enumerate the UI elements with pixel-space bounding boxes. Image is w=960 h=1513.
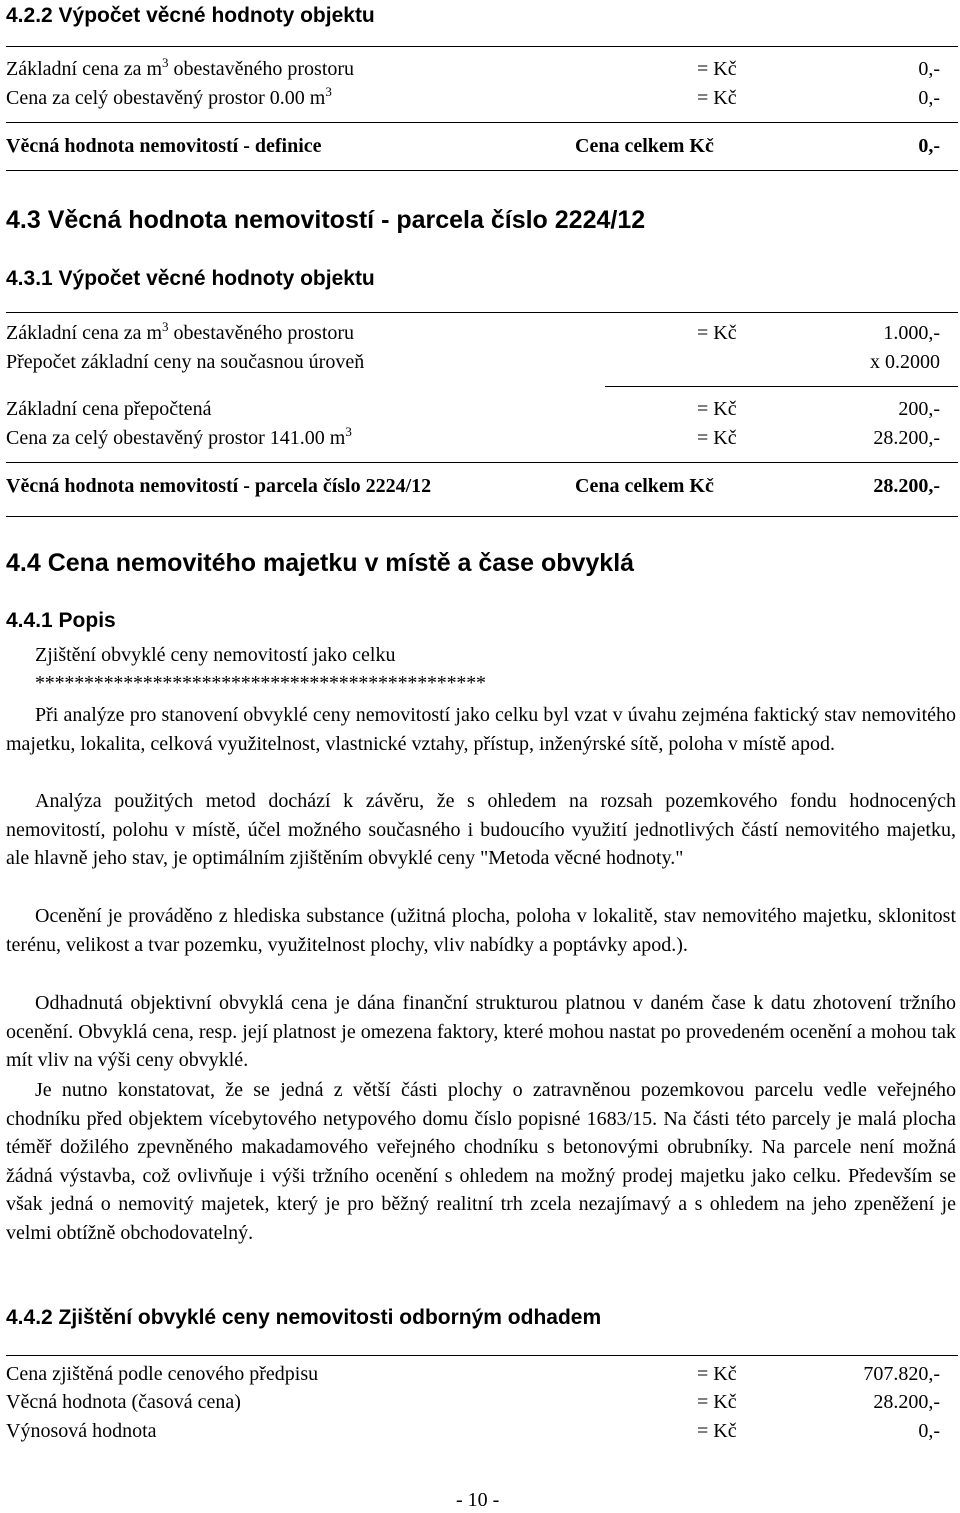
row-eq: = Kč <box>697 398 737 420</box>
row-label: Cena za celý obestavěný prostor 141.00 $m^3$ <box>6 424 352 449</box>
paragraph: Je nutno konstatovat, že se jedná z větší části plochy o zatravněnou pozemkovou parcelu vedle veřejného chodníku před objektem vícebytového netypového domu číslo popisné 1683/15. Na části této parcely je malá plocha téměř dožilého zpevněného makadamového veřejného chodníku s betonovými obrubníky. Na parcele není možná žádná výstavba, což ovlivňuje i výši tržního ocenění s ohledem na možný prodej majetku jako celku. Především se však jedná o nemovitý majetek, který je pro běžný realitní trh zcela nezajímavý a s ohledem na jeho zpeněžení je velmi obtížně obchodovatelný. <box>6 1079 956 1244</box>
divider <box>6 516 958 517</box>
row-eq: = Kč <box>697 1363 737 1385</box>
total-value: 28.200,- <box>873 475 940 497</box>
row-eq: = Kč <box>697 58 737 80</box>
total-value: 0,- <box>918 135 940 157</box>
row-label: Věcná hodnota (časová cena) <box>6 1391 241 1413</box>
row-label: Základní cena za $m^3$ obestavěného prostoru <box>6 319 355 344</box>
row-value: 28.200,- <box>873 427 940 449</box>
row-label: Výnosová hodnota <box>6 1420 157 1442</box>
stars-separator: ********************************************** <box>35 672 486 694</box>
divider <box>6 170 958 171</box>
section-heading-4-4: 4.4 Cena nemovitého majetku v místě a čase obvyklá <box>6 549 635 577</box>
paragraph: Při analýze pro stanovení obvyklé ceny nemovitostí jako celku byl vzat v úvahu zejména faktický stav nemovitého majetku, lokalita, celková využitelnost, vlastnické vztahy, přístup, inženýrské sítě, poloha v místě apod. <box>6 704 956 755</box>
total-label: Věcná hodnota nemovitostí - parcela číslo 2224/12 <box>6 475 432 497</box>
row-label: Přepočet základní ceny na současnou úroveň <box>6 351 365 373</box>
page-number: - 10 - <box>456 1489 500 1511</box>
total-label: Věcná hodnota nemovitostí - definice <box>6 135 322 157</box>
row-value: 0,- <box>918 87 940 109</box>
paragraph: Analýza použitých metod dochází k závěru, že s ohledem na rozsah pozemkového fondu hodnocených nemovitostí, polohu v místě, účel možného současného i budoucího využití jednotlivých částí nemovitého majetku, ale hlavně jeho stav, je optimálním zjištěním obvyklé ceny "Metoda věcné hodnoty." <box>6 790 956 870</box>
paragraph: Odhadnutá objektivní obvyklá cena je dána finanční strukturou platnou v daném čase k datu zhotovení tržního ocenění. Obvyklá cena, resp. její platnost je omezena faktory, které mohou nastat po provedeném ocenění a mohou tak mít vliv na výši ceny obvyklé. <box>6 992 956 1072</box>
row-eq: = Kč <box>697 322 737 344</box>
row-value: 0,- <box>918 58 940 80</box>
row-value: x 0.2000 <box>870 351 940 373</box>
subsection-heading-4-4-1: 4.4.1 Popis <box>6 609 116 632</box>
row-label: Základní cena za $m^3$ obestavěného prostoru <box>6 55 355 80</box>
row-value: 0,- <box>918 1420 940 1442</box>
subsection-heading-4-3-1: 4.3.1 Výpočet věcné hodnoty objektu <box>6 267 375 290</box>
divider <box>605 386 958 387</box>
section-heading-4-2-2: 4.2.2 Výpočet věcné hodnoty objektu <box>6 4 375 27</box>
total-eq: Cena celkem Kč <box>575 135 714 157</box>
row-value: 200,- <box>898 398 940 420</box>
divider <box>6 1355 958 1356</box>
row-eq: = Kč <box>697 1420 737 1442</box>
paragraph: Ocenění je prováděno z hlediska substance (užitná plocha, poloha v lokalitě, stav nemovitého majetku, sklonitost terénu, velikost a tvar pozemku, využitelnost plochy, vliv nabídky a poptávky apod.). <box>6 905 956 956</box>
subsection-heading-4-4-2: 4.4.2 Zjištění obvyklé ceny nemovitosti odborným odhadem <box>6 1306 602 1329</box>
row-eq: = Kč <box>697 427 737 449</box>
row-label: Cena zjištěná podle cenového předpisu <box>6 1363 319 1385</box>
row-eq: = Kč <box>697 1391 737 1413</box>
divider <box>6 312 958 313</box>
divider <box>6 462 958 463</box>
divider <box>6 122 958 123</box>
divider <box>6 46 958 47</box>
intro-text: Zjištění obvyklé ceny nemovitostí jako celku <box>35 644 396 666</box>
row-eq: = Kč <box>697 87 737 109</box>
row-value: 28.200,- <box>873 1391 940 1413</box>
row-label: Základní cena přepočtená <box>6 398 212 420</box>
total-eq: Cena celkem Kč <box>575 475 714 497</box>
row-label: Cena za celý obestavěný prostor 0.00 $m^3$ <box>6 84 332 109</box>
section-heading-4-3: 4.3 Věcná hodnota nemovitostí - parcela číslo 2224/12 <box>6 206 646 234</box>
row-value: 707.820,- <box>863 1363 940 1385</box>
row-value: 1.000,- <box>883 322 940 344</box>
